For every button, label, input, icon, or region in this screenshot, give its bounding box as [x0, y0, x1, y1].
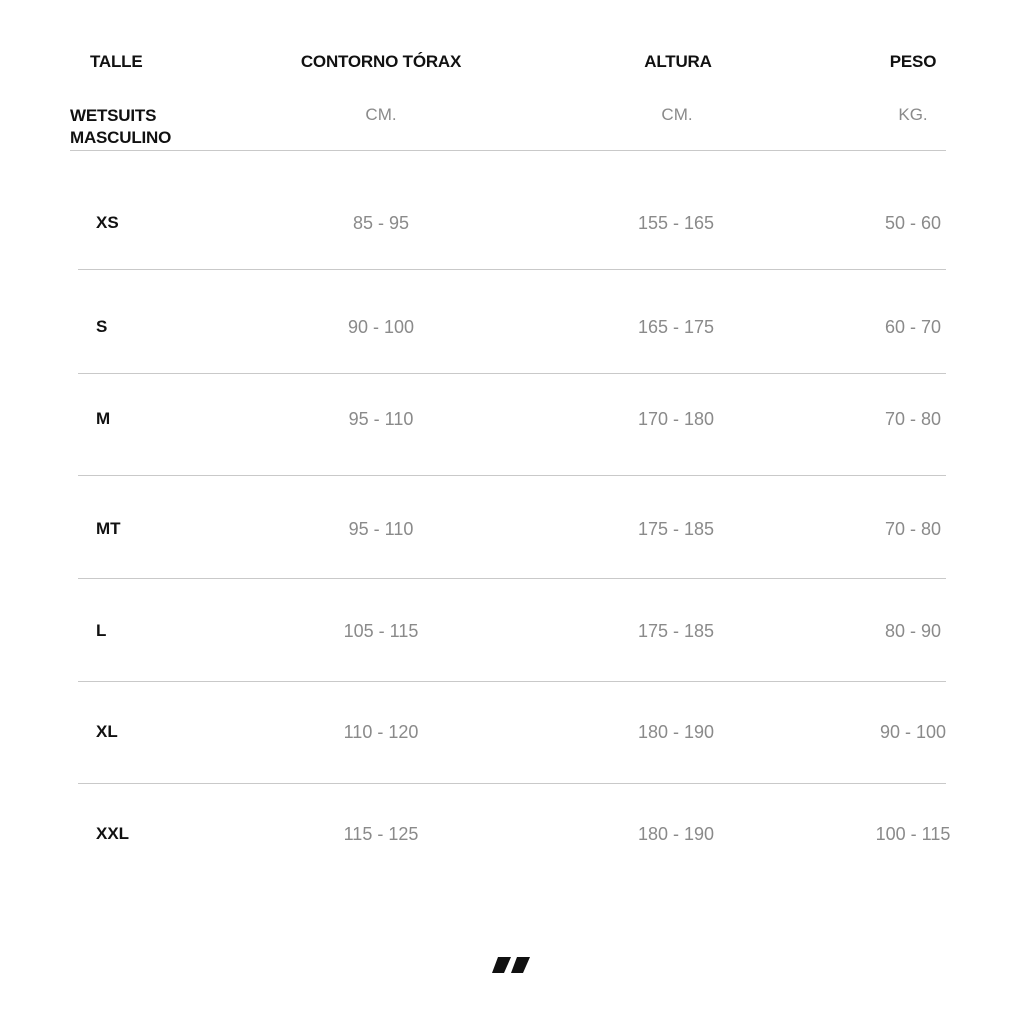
weight-cell: 50 - 60	[884, 213, 942, 233]
table-row	[0, 312, 1024, 342]
table-row	[0, 514, 1024, 544]
header-divider	[70, 150, 946, 151]
category-label	[70, 105, 171, 149]
unit-chest: CM.	[365, 105, 397, 124]
table-row	[0, 616, 1024, 646]
table-row	[0, 819, 1024, 849]
height-cell: 175 - 185	[637, 621, 715, 641]
header-weight: PESO	[889, 52, 937, 71]
header-chest: CONTORNO TÓRAX	[300, 52, 462, 71]
table-row	[0, 717, 1024, 747]
weight-cell: 60 - 70	[884, 317, 942, 337]
chest-cell: 85 - 95	[352, 213, 410, 233]
unit-height: CM.	[661, 105, 693, 124]
chest-cell: 105 - 115	[343, 621, 419, 641]
height-cell: 165 - 175	[637, 317, 715, 337]
size-cell: XL	[96, 722, 118, 741]
weight-cell: 70 - 80	[884, 519, 942, 539]
chest-cell: 90 - 100	[347, 317, 415, 337]
row-divider	[78, 269, 946, 270]
height-cell: 155 - 165	[637, 213, 715, 233]
header-size: TALLE	[90, 52, 143, 71]
height-cell: 180 - 190	[637, 722, 715, 742]
weight-cell: 100 - 115	[875, 824, 951, 844]
chest-cell: 95 - 110	[348, 409, 414, 429]
row-divider	[78, 475, 946, 476]
row-divider	[78, 578, 946, 579]
size-cell: L	[96, 621, 107, 640]
chest-cell: 110 - 120	[343, 722, 419, 742]
category-line-1: WETSUITS	[70, 106, 157, 125]
category-line-2: MASCULINO	[70, 128, 172, 147]
table-row	[0, 404, 1024, 434]
chest-cell: 95 - 110	[348, 519, 414, 539]
size-cell: S	[96, 317, 108, 336]
weight-cell: 90 - 100	[879, 722, 947, 742]
double-slash-logo-icon	[490, 955, 534, 975]
height-cell: 170 - 180	[637, 409, 715, 429]
row-divider	[78, 373, 946, 374]
row-divider	[78, 681, 946, 682]
table-row	[0, 208, 1024, 238]
size-cell: MT	[96, 519, 121, 538]
weight-cell: 70 - 80	[884, 409, 942, 429]
height-cell: 175 - 185	[637, 519, 715, 539]
chest-cell: 115 - 125	[343, 824, 419, 844]
height-cell: 180 - 190	[637, 824, 715, 844]
header-height: ALTURA	[644, 52, 712, 71]
weight-cell: 80 - 90	[884, 621, 942, 641]
size-cell: XXL	[96, 824, 130, 843]
size-cell: XS	[96, 213, 119, 232]
row-divider	[78, 783, 946, 784]
size-cell: M	[96, 409, 111, 428]
unit-weight: KG.	[898, 105, 928, 124]
